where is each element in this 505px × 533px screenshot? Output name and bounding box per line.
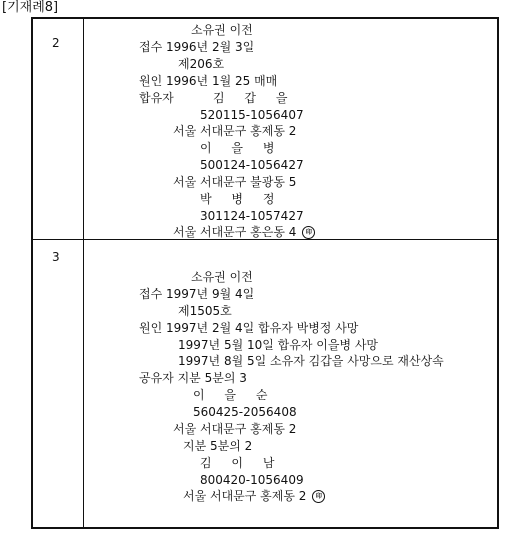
holder-name: 이 을 병 [200,141,275,155]
entry-number: 3 [52,250,60,264]
holder-id-number: 520115-1056407 [200,108,304,122]
entry-cause-continued: 1997년 8월 5일 소유자 김갑을 사망으로 재산상속 [178,354,444,368]
entry-cause: 원인 1997년 2월 4일 합유자 박병정 사망 [139,321,359,335]
holder-address-with-seal [173,225,315,239]
entry-holder-label: 합유자 [139,91,174,105]
entry-purpose: 소유권 이전 [191,23,253,37]
holder-address-with-seal [183,489,325,503]
entry-cause-continued: 1997년 5월 10일 합유자 이을병 사망 [178,338,379,352]
registry-entry-table [31,17,499,529]
column-divider [83,19,84,527]
holder-address: 서울 서대문구 홍제동 2 [183,489,307,503]
registrar-seal-icon: 印 [312,490,325,503]
co-owner-share-label: 지분 5분의 2 [183,439,253,453]
entry-number: 2 [52,36,60,50]
entry-reception-date: 접수 1996년 2월 3일 [139,40,255,54]
holder-id-number: 800420-1056409 [200,473,304,487]
holder-name: 이 을 순 [193,388,268,402]
holder-name: 김 갑 을 [213,91,288,105]
holder-id-number: 500124-1056427 [200,158,304,172]
entry-reception-number: 제206호 [178,57,225,71]
holder-address: 서울 서대문구 홍제동 2 [173,422,297,436]
holder-address: 서울 서대문구 홍제동 2 [173,124,297,138]
co-owner-share-label: 공유자 지분 5분의 3 [139,371,247,385]
row-divider [33,239,497,240]
holder-id-number: 301124-1057427 [200,209,304,223]
entry-purpose: 소유권 이전 [191,270,253,284]
holder-name: 김 이 남 [200,456,275,470]
holder-name: 박 병 정 [200,192,275,206]
holder-id-number: 560425-2056408 [193,405,297,419]
section-heading: [기재례8] [2,0,59,15]
holder-address: 서울 서대문구 홍은동 4 [173,225,297,239]
entry-cause: 원인 1996년 1월 25 매매 [139,74,278,88]
entry-reception-number: 제1505호 [178,304,232,318]
registrar-seal-icon: 印 [302,226,315,239]
entry-reception-date: 접수 1997년 9월 4일 [139,287,255,301]
holder-address: 서울 서대문구 불광동 5 [173,175,297,189]
